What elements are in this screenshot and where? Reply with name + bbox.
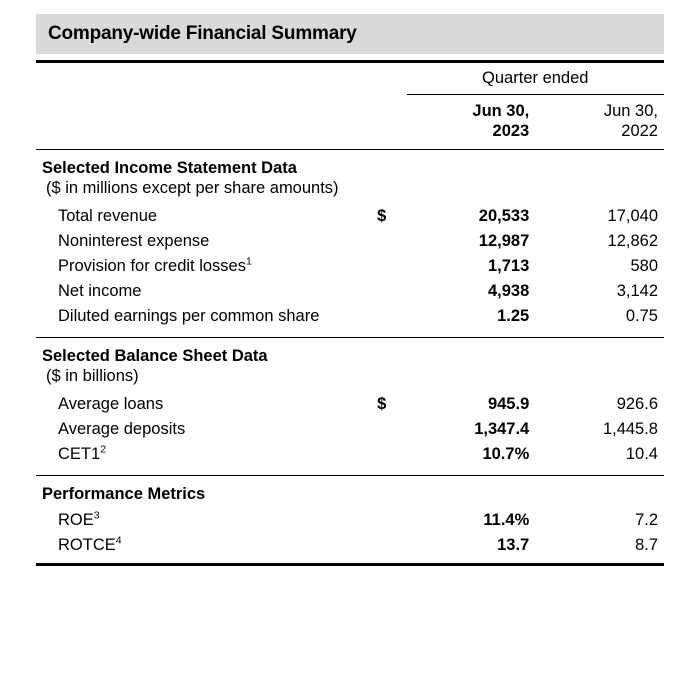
row-label-rotce bbox=[36, 533, 375, 558]
currency-symbol-cet1 bbox=[375, 442, 406, 467]
row-label-roe bbox=[36, 508, 375, 533]
section-income-heading-row bbox=[36, 150, 664, 205]
label-text: Net income bbox=[58, 282, 142, 301]
currency-symbol-average-loans: $ bbox=[377, 395, 387, 414]
table-row-diluted-eps bbox=[36, 304, 664, 329]
footnote-marker-2: 2 bbox=[100, 443, 107, 456]
currency-symbol-diluted-eps bbox=[375, 304, 406, 329]
value-2022-total-revenue: 17,040 bbox=[607, 207, 658, 226]
spacer-after-income bbox=[36, 329, 664, 338]
col-2023-line2: 2023 bbox=[492, 122, 530, 141]
table-row-net-income bbox=[36, 279, 664, 304]
value-2022-average-deposits: 1,445.8 bbox=[602, 420, 658, 439]
column-header-2023 bbox=[407, 95, 536, 150]
section-subheading-income: ($ in millions except per share amounts) bbox=[46, 179, 339, 198]
table-row-average-loans bbox=[36, 392, 664, 417]
currency-symbol-roe bbox=[375, 508, 406, 533]
value-2023-net-income: 4,938 bbox=[487, 282, 530, 301]
table-top-rule-row bbox=[36, 62, 664, 96]
value-2023-rotce: 13.7 bbox=[497, 536, 530, 555]
row-label-diluted-eps bbox=[36, 304, 375, 329]
section-performance-heading-row bbox=[36, 476, 664, 509]
table-row-total-revenue bbox=[36, 204, 664, 229]
financial-table-wrapper bbox=[36, 60, 664, 566]
value-2023-roe: 11.4% bbox=[483, 511, 530, 530]
label-text: ROE bbox=[58, 511, 94, 530]
value-2022-noninterest-expense: 12,862 bbox=[607, 232, 658, 251]
page-title-bar bbox=[36, 14, 664, 54]
page-title: Company-wide Financial Summary bbox=[48, 23, 357, 44]
section-subheading-balance: ($ in billions) bbox=[46, 367, 139, 386]
table-row-provision-credit-losses bbox=[36, 254, 664, 279]
value-2023-noninterest-expense: 12,987 bbox=[478, 232, 530, 251]
value-2022-diluted-eps: 0.75 bbox=[625, 307, 658, 326]
value-2022-net-income: 3,142 bbox=[616, 282, 658, 301]
value-2022-average-loans: 926.6 bbox=[616, 395, 658, 414]
currency-symbol-noninterest-expense bbox=[375, 229, 406, 254]
row-label-noninterest-expense bbox=[36, 229, 375, 254]
value-2022-rotce: 8.7 bbox=[635, 536, 658, 555]
currency-symbol-net-income bbox=[375, 279, 406, 304]
row-label-total-revenue bbox=[36, 204, 375, 229]
col-2022-line1: Jun 30, bbox=[603, 102, 658, 120]
section-balance-heading-row bbox=[36, 338, 664, 393]
label-text: Noninterest expense bbox=[58, 232, 210, 251]
row-label-provision-credit-losses bbox=[36, 254, 375, 279]
section-heading-income: Selected Income Statement Data bbox=[42, 159, 297, 178]
table-bottom-rule-row bbox=[36, 565, 664, 567]
col-2022-line2: 2022 bbox=[621, 122, 658, 141]
row-label-average-deposits bbox=[36, 417, 375, 442]
value-2023-total-revenue: 20,533 bbox=[478, 207, 530, 226]
quarter-ended-label: Quarter ended bbox=[482, 69, 589, 87]
value-2023-provision-credit-losses: 1,713 bbox=[487, 257, 530, 276]
section-heading-performance: Performance Metrics bbox=[42, 485, 206, 504]
row-label-average-loans bbox=[36, 392, 375, 417]
quarter-ended-header-cell bbox=[407, 63, 664, 95]
table-row-average-deposits bbox=[36, 417, 664, 442]
financial-table bbox=[36, 60, 664, 566]
value-2023-cet1: 10.7% bbox=[482, 445, 530, 464]
currency-symbol-average-deposits bbox=[375, 417, 406, 442]
value-2023-average-loans: 945.9 bbox=[487, 395, 530, 414]
label-text: Total revenue bbox=[58, 207, 158, 226]
value-2022-roe: 7.2 bbox=[635, 511, 658, 530]
row-label-net-income bbox=[36, 279, 375, 304]
value-2023-diluted-eps: 1.25 bbox=[497, 307, 530, 326]
column-header-2022 bbox=[535, 95, 664, 150]
value-2023-average-deposits: 1,347.4 bbox=[474, 420, 530, 439]
table-row-cet1 bbox=[36, 442, 664, 467]
currency-symbol-total-revenue: $ bbox=[377, 207, 387, 226]
table-row-noninterest-expense bbox=[36, 229, 664, 254]
currency-symbol-rotce bbox=[375, 533, 406, 558]
table-row-roe bbox=[36, 508, 664, 533]
row-label-cet1 bbox=[36, 442, 375, 467]
footnote-marker-1: 1 bbox=[246, 255, 252, 268]
label-text: Provision for credit losses bbox=[58, 257, 246, 276]
value-2022-provision-credit-losses: 580 bbox=[630, 257, 658, 276]
footnote-marker-4: 4 bbox=[115, 534, 122, 547]
label-text: CET1 bbox=[58, 445, 101, 464]
value-2022-cet1: 10.4 bbox=[625, 445, 658, 464]
label-text: Average deposits bbox=[58, 420, 186, 439]
label-text: ROTCE bbox=[58, 536, 116, 555]
section-heading-balance: Selected Balance Sheet Data bbox=[42, 347, 268, 366]
label-text: Average loans bbox=[58, 395, 164, 414]
footnote-marker-3: 3 bbox=[93, 509, 100, 522]
spacer-after-balance bbox=[36, 467, 664, 476]
col-2023-line1: Jun 30, bbox=[472, 102, 530, 120]
label-text: Diluted earnings per common share bbox=[58, 307, 320, 326]
currency-symbol-provision-credit-losses bbox=[375, 254, 406, 279]
column-header-row bbox=[36, 95, 664, 150]
table-row-rotce bbox=[36, 533, 664, 558]
